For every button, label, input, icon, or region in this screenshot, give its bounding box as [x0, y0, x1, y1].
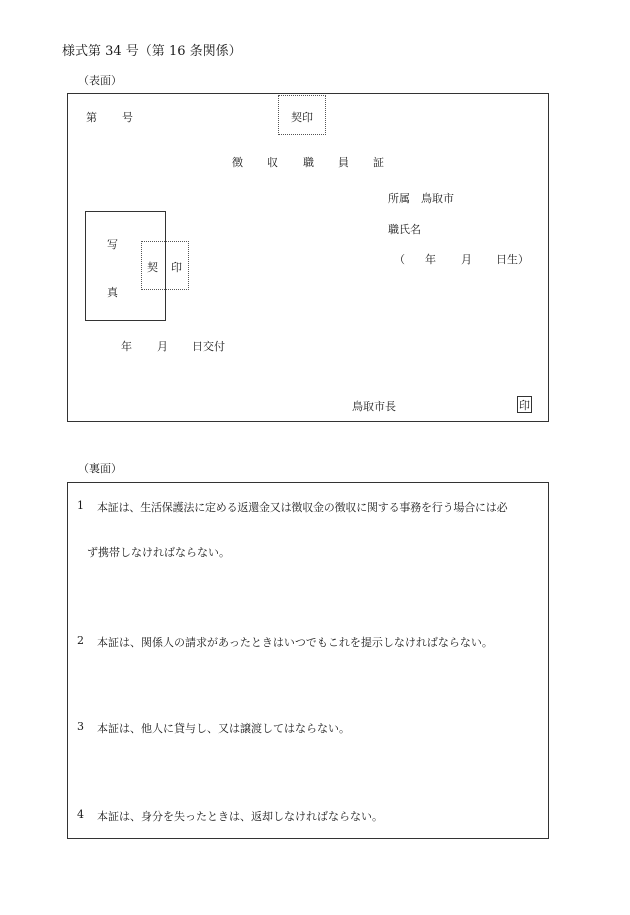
photo-char-2: 真 [107, 286, 118, 299]
back-item-3-line1: 本証は、他人に貸与し、又は譲渡してはならない。 [97, 722, 350, 735]
affiliation: 所属 鳥取市 [388, 192, 454, 205]
keiin-photo-char-1: 契 [147, 261, 158, 274]
back-label: （裏面） [78, 462, 122, 475]
title-char-4: 員 [338, 156, 349, 169]
back-item-4-line1: 本証は、身分を失ったときは、返却しなければならない。 [97, 810, 383, 823]
photo-char-1: 写 [107, 238, 118, 251]
back-item-1-line1: 本証は、生活保護法に定める返還金又は徴収金の徴収に関する事務を行う場合には必 [97, 501, 508, 514]
back-item-3-num: 3 [77, 720, 84, 733]
back-item-4-num: 4 [77, 808, 84, 821]
back-item-1-num: 1 [77, 499, 84, 512]
back-card [67, 482, 549, 839]
number-go: 号 [122, 111, 133, 124]
issue-year: 年 [121, 340, 132, 353]
keiin-top-label: 契印 [291, 111, 313, 124]
birth-day: 日生） [496, 253, 529, 266]
issue-day: 日交付 [192, 340, 225, 353]
title-char-3: 職 [303, 156, 314, 169]
position-name: 職氏名 [388, 223, 421, 236]
back-item-2-num: 2 [77, 634, 84, 647]
birth-month: 月 [461, 253, 472, 266]
seal-stamp: 印 [517, 396, 532, 413]
title-char-1: 徴 [232, 156, 243, 169]
form-title: 様式第 34 号（第 16 条関係） [62, 44, 242, 59]
issue-month: 月 [157, 340, 168, 353]
birth-open: （ [394, 253, 405, 266]
number-dai: 第 [86, 111, 97, 124]
birth-year: 年 [425, 253, 436, 266]
mayor-label: 鳥取市長 [352, 400, 396, 413]
back-item-1-line2: ず携帯しなければならない。 [87, 546, 230, 559]
title-char-2: 収 [267, 156, 278, 169]
back-item-2-line1: 本証は、関係人の請求があったときはいつでもこれを提示しなければならない。 [97, 636, 493, 649]
front-label: （表面） [78, 74, 122, 87]
title-char-5: 証 [373, 156, 384, 169]
keiin-photo-char-2: 印 [171, 261, 182, 274]
